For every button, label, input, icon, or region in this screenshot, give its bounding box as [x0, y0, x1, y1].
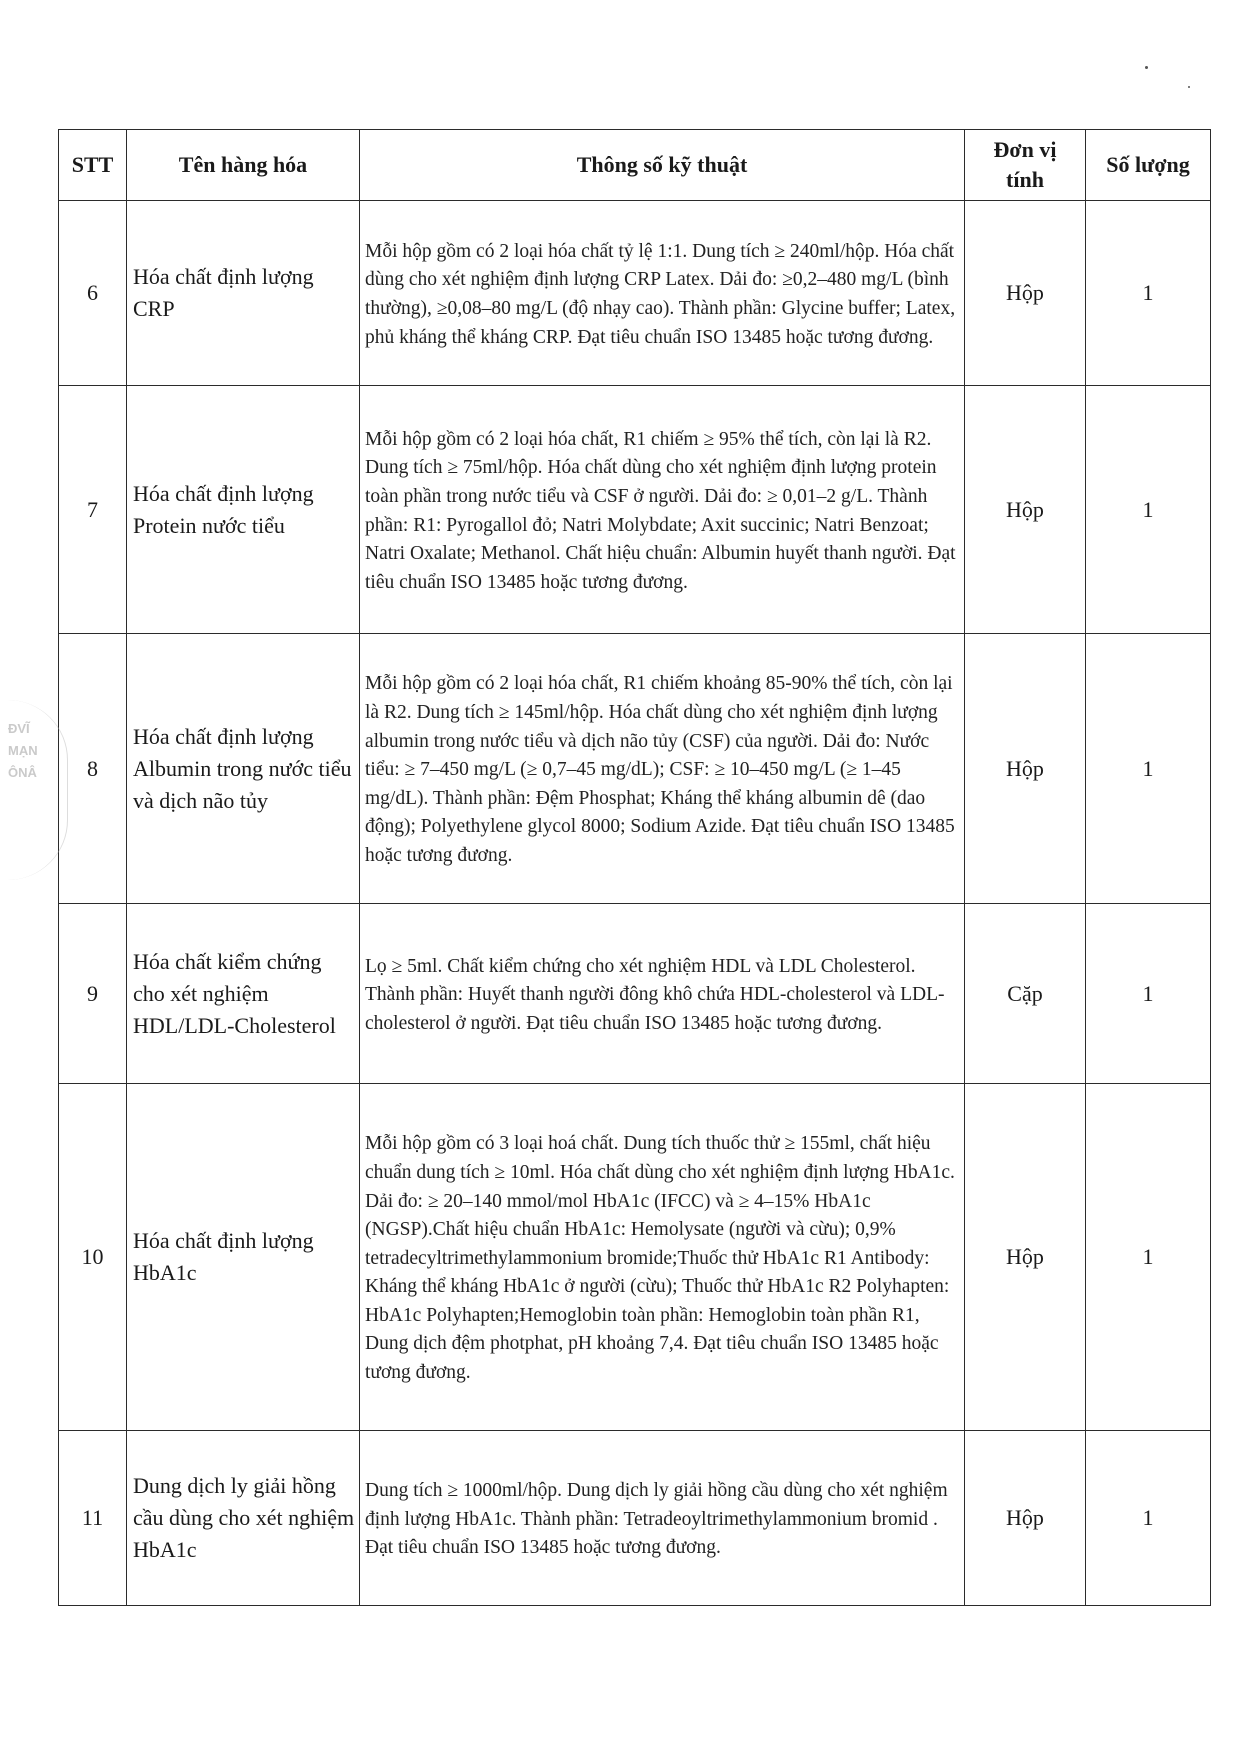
row-spec-text: Mỗi hộp gồm có 2 loại hóa chất, R1 chiếm ≥ 95% thể tích, còn lại là R2. Dung tích ≥ 75ml/hộp. Hóa chất dùng cho xét nghiệm định lượng protein toàn phần trong nước tiểu và CSF ở người. Dải đo: ≥ 0,01–2 g/L. Thành phần: R1: Pyrogallol đỏ; Natri Molybdate; Axit succinic; Natri Benzoat; Natri Oxalate; Methanol. Chất hiệu chuẩn: Albumin huyết thanh người. Đạt tiêu chuẩn ISO 13485 hoặc tương đương. [365, 428, 956, 593]
row-stt: 11 [59, 1431, 127, 1606]
header-unit-line2: tính [1006, 167, 1044, 192]
table-row [59, 386, 1211, 634]
row-name: Hóa chất định lượng CRP [127, 201, 360, 386]
row-stt: 9 [59, 904, 127, 1084]
table-row [59, 904, 1211, 1084]
row-unit: Cặp [965, 904, 1086, 1084]
row-stt: 10 [59, 1084, 127, 1431]
row-spec-text: Mỗi hộp gồm có 3 loại hoá chất. Dung tích thuốc thử ≥ 155ml, chất hiệu chuẩn dung tích ≥ 10ml. Hóa chất dùng cho xét nghiệm định lượng HbA1c. Dải đo: ≥ 20–140 mmol/mol HbA1c (IFCC) và ≥ 4–15% HbA1c (NGSP).Chất hiệu chuẩn HbA1c: Hemolysate (người và cừu); 0,9% tetradecyltrimethylammonium bromide;Thuốc thử HbA1c R1 Antibody: Kháng thể kháng HbA1c ở người (cừu); Thuốc thử HbA1c R2 Polyhapten: HbA1c Polyhapten;Hemoglobin toàn phần: Hemoglobin toàn phần R1, Dung dịch đệm photphat, pH khoảng 7,4. Đạt tiêu chuẩn ISO 13485 hoặc tương đương. [365, 1133, 955, 1384]
row-name: Hóa chất định lượng Protein nước tiểu [127, 386, 360, 634]
row-unit: Hộp [965, 201, 1086, 386]
row-stt: 8 [59, 634, 127, 904]
table-row [59, 201, 1211, 386]
row-name: Hóa chất kiểm chứng cho xét nghiệm HDL/LDL-Cholesterol [127, 904, 360, 1084]
row-stt: 7 [59, 386, 127, 634]
row-spec-text: Dung tích ≥ 1000ml/hộp. Dung dịch ly giải hồng cầu dùng cho xét nghiệm định lượng HbA1c. Thành phần: Tetradeoyltrimethylammonium bromid . Đạt tiêu chuẩn ISO 13485 hoặc tương đương. [365, 1480, 948, 1559]
row-qty: 1 [1086, 634, 1211, 904]
header-spec: Thông số kỹ thuật [360, 130, 965, 201]
row-unit: Hộp [965, 634, 1086, 904]
row-spec [360, 904, 965, 1084]
header-name: Tên hàng hóa [127, 130, 360, 201]
table-row [59, 634, 1211, 904]
faded-stamp: ĐVĨ MẠN ÔNÂ [8, 700, 68, 880]
header-unit-line1: Đơn vị [993, 137, 1057, 162]
row-name: Hóa chất định lượng Albumin trong nước tiểu và dịch não tủy [127, 634, 360, 904]
row-qty: 1 [1086, 386, 1211, 634]
header-qty: Số lượng [1086, 130, 1211, 201]
scan-mark [1188, 86, 1190, 88]
row-spec [360, 1084, 965, 1431]
specification-table [58, 129, 1211, 1606]
row-stt: 6 [59, 201, 127, 386]
row-spec [360, 634, 965, 904]
row-unit: Hộp [965, 1431, 1086, 1606]
row-name: Hóa chất định lượng HbA1c [127, 1084, 360, 1431]
row-qty: 1 [1086, 904, 1211, 1084]
row-qty: 1 [1086, 201, 1211, 386]
row-spec [360, 1431, 965, 1606]
row-unit: Hộp [965, 386, 1086, 634]
row-spec-text: Lọ ≥ 5ml. Chất kiểm chứng cho xét nghiệm HDL và LDL Cholesterol. Thành phần: Huyết thanh người đông khô chứa HDL-cholesterol và LDL-cholesterol ở người. Đạt tiêu chuẩn ISO 13485 hoặc tương đương. [365, 955, 945, 1034]
row-unit: Hộp [965, 1084, 1086, 1431]
header-stt: STT [59, 130, 127, 201]
row-name: Dung dịch ly giải hồng cầu dùng cho xét nghiệm HbA1c [127, 1431, 360, 1606]
row-spec-text: Mỗi hộp gồm có 2 loại hóa chất, R1 chiếm khoảng 85-90% thể tích, còn lại là R2. Dung tích ≥ 145ml/hộp. Hóa chất dùng cho xét nghiệm định lượng albumin trong nước tiểu và dịch não tủy (CSF) của người. Dải đo: Nước tiểu: ≥ 7–450 mg/L (≥ 0,7–45 mg/dL); CSF: ≥ 10–450 mg/L (≥ 1–45 mg/dL). Thành phần: Đệm Phosphat; Kháng thể kháng albumin dê (dao động); Polyethylene glycol 8000; Sodium Azide. Đạt tiêu chuẩn ISO 13485 hoặc tương đương. [365, 673, 955, 866]
scan-mark [1145, 66, 1148, 69]
table-header-row [59, 130, 1211, 201]
table-row [59, 1084, 1211, 1431]
row-qty: 1 [1086, 1084, 1211, 1431]
row-spec-text: Mỗi hộp gồm có 2 loại hóa chất tỷ lệ 1:1. Dung tích ≥ 240ml/hộp. Hóa chất dùng cho xét nghiệm định lượng CRP Latex. Dải đo: ≥0,2–480 mg/L (bình thường), ≥0,08–80 mg/L (độ nhạy cao). Thành phần: Glycine buffer; Latex, phủ kháng thể kháng CRP. Đạt tiêu chuẩn ISO 13485 hoặc tương đương. [365, 240, 956, 348]
row-spec [360, 386, 965, 634]
row-qty: 1 [1086, 1431, 1211, 1606]
header-unit [965, 130, 1086, 201]
row-spec [360, 201, 965, 386]
table-row [59, 1431, 1211, 1606]
